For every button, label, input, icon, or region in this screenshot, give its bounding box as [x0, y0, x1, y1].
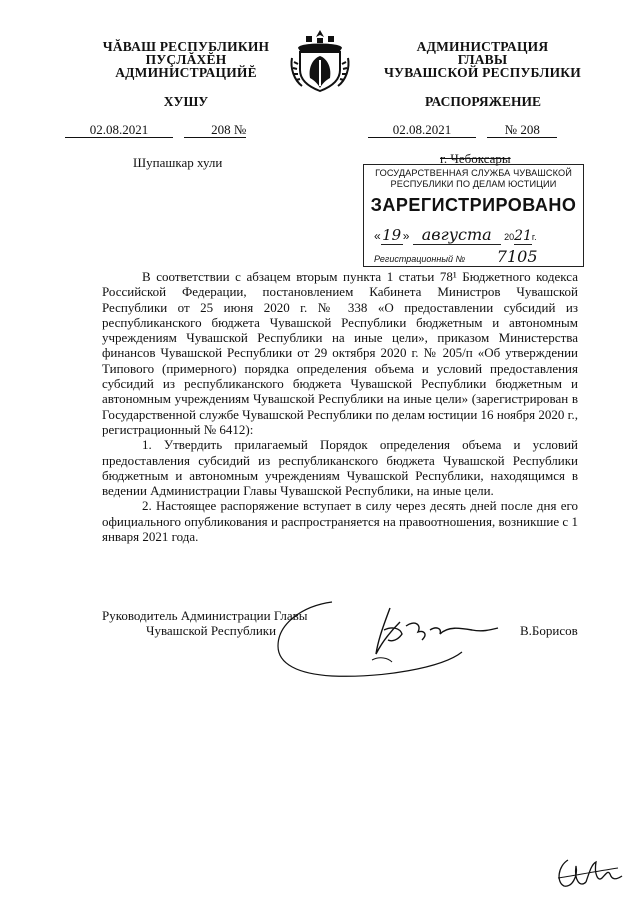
stamp-title: ЗАРЕГИСТРИРОВАНО	[370, 195, 577, 215]
doc-type-left: ХУШУ	[163, 94, 209, 109]
stamp-org: ГОСУДАРСТВЕННАЯ СЛУЖБА ЧУВАШСКОЙ РЕСПУБЛИКИ ПО ДЕЛАМ ЮСТИЦИИ	[375, 168, 572, 189]
header-right	[375, 40, 590, 79]
header-left	[86, 40, 286, 79]
handwritten-signature	[272, 590, 512, 682]
doc-type-right: РАСПОРЯЖЕНИЕ	[424, 94, 542, 109]
initials-signature	[552, 852, 626, 896]
stamp-close-quote: »	[402, 229, 410, 243]
document-body	[102, 269, 578, 544]
stamp-reg-label: Регистрационный №	[374, 254, 466, 264]
stamp-year-unit: г.	[531, 232, 537, 242]
registration-stamp	[363, 164, 584, 267]
emblem-logo	[288, 28, 352, 94]
date-left: 02.08.2021	[65, 123, 173, 138]
header-right-line2: ГЛАВЫ	[457, 52, 508, 67]
date-line-left	[65, 122, 246, 138]
date-line-right	[368, 122, 557, 138]
header-left-line2: ПУÇЛĂХĔН	[145, 52, 227, 67]
number-left: 208 №	[184, 123, 246, 138]
header-right-line1: АДМИНИСТРАЦИЯ	[416, 39, 549, 54]
body-paragraph-2: 1. Утвердить прилагаемый Порядок определения объема и условий предоставления субсидий из республиканского бюджета Чувашской Республики бюджетным и автономным учреждениям Чувашской Республики, находящимся в ведении Администрации Главы Чувашской Республики, на иные цели.	[102, 437, 578, 499]
body-paragraph-3: 2. Настоящее распоряжение вступает в силу через десять дней после дня его официального опубликования и распространяется на правоотношения, возникшие с 1 января 2021 года.	[102, 498, 578, 545]
header-right-line3: ЧУВАШСКОЙ РЕСПУБЛИКИ	[384, 65, 581, 80]
stamp-date-line	[374, 225, 574, 245]
city-left: Шупашкар хули	[133, 155, 223, 170]
body-paragraph-1: В соответствии с абзацем вторым пункта 1 статьи 78¹ Бюджетного кодекса Российской Федерации, постановлением Кабинета Министров Чувашской Республики от 25 июня 2020 г. № 338 «О предоставлении субсидий из республиканского бюджета Чувашской Республики бюджетным и автономным учреждениям Чувашской Республики на иные цели», приказом Министерства финансов Чувашской Республики от 29 октября 2020 г. № 205/п «Об утверждении Типового (примерного) порядка определения объема и условий предоставления субсидий из республиканского бюджета Чувашской Республики бюджетным и автономным учреждениям Чувашской Республики на иные цели» (зарегистрирован в Государственной службе Чувашской Республики по делам юстиции 16 ноября 2020 г., регистрационный № 6412):	[102, 269, 578, 437]
stamp-year-suffix: 21	[514, 228, 532, 244]
header-left-line3: АДМИНИСТРАЦИЙĔ	[115, 65, 257, 80]
stamp-reg-line	[374, 247, 574, 267]
city-right: г. Чебоксары	[440, 151, 511, 166]
date-right: 02.08.2021	[368, 123, 476, 138]
signer-name: В.Борисов	[520, 623, 578, 638]
stamp-day: 19	[382, 226, 402, 244]
signer-title-line1: Руководитель Администрации Главы	[102, 608, 308, 623]
header-left-line1: ЧĂВАШ РЕСПУБЛИКИН	[102, 39, 270, 54]
signer-title-line2: Чувашской Республики	[146, 623, 277, 638]
number-right: № 208	[487, 123, 557, 138]
stamp-year-prefix: 20	[504, 232, 515, 242]
stamp-month: августа	[413, 225, 501, 245]
stamp-reg-number: 7105	[470, 247, 565, 267]
stamp-open-quote: «	[374, 229, 381, 243]
